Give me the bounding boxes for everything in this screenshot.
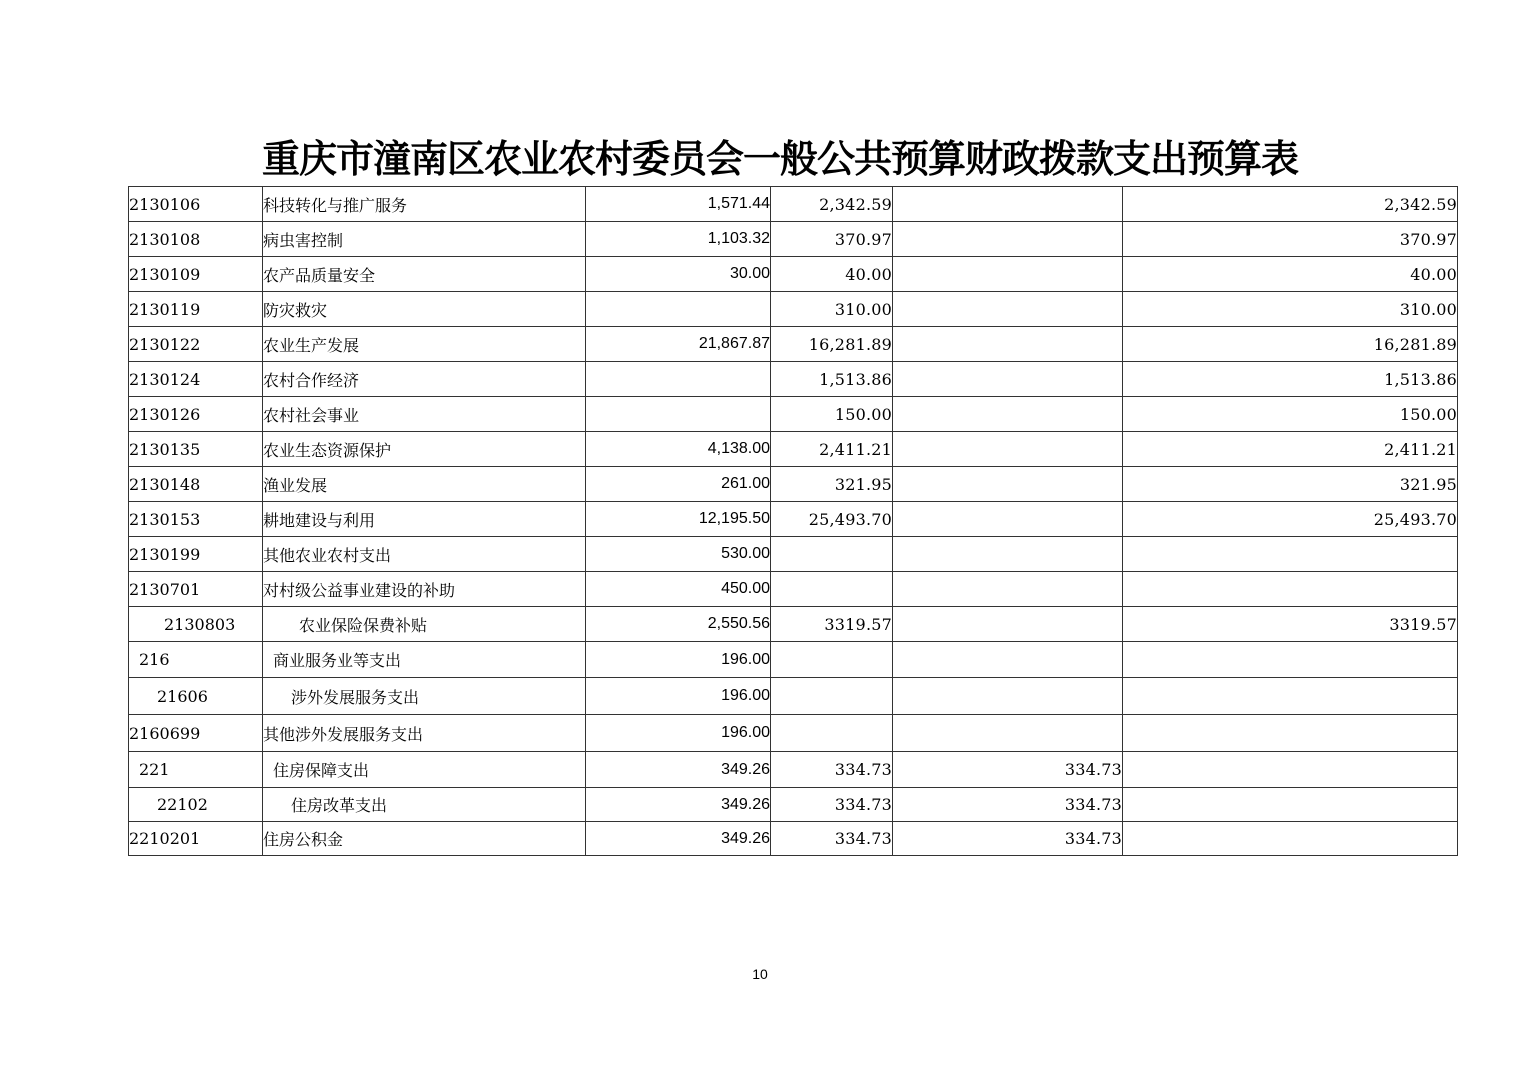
subject-name-cell: 病虫害控制 [263,222,586,257]
total-cell: 3319.57 [771,607,893,642]
previous-year-cell: 261.00 [586,467,771,502]
subject-name-cell: 耕地建设与利用 [263,502,586,537]
subject-code-cell: 2130126 [129,397,263,432]
subject-code-cell: 2130124 [129,362,263,397]
project-expenditure-cell: 150.00 [1123,397,1458,432]
total-cell: 334.73 [771,752,893,788]
basic-expenditure-cell: 334.73 [893,752,1123,788]
page-number: 10 [752,966,768,982]
basic-expenditure-cell [893,502,1123,537]
project-expenditure-cell: 370.97 [1123,222,1458,257]
project-expenditure-cell [1123,572,1458,607]
budget-table-body [129,187,1458,856]
project-expenditure-cell: 2,342.59 [1123,187,1458,222]
subject-name-cell: 住房保障支出 [263,752,586,788]
table-row [129,788,1458,822]
project-expenditure-cell [1123,788,1458,822]
total-cell: 25,493.70 [771,502,893,537]
subject-code-cell: 2130199 [129,537,263,572]
basic-expenditure-cell [893,187,1123,222]
subject-code-cell: 2160699 [129,715,263,752]
subject-name-cell: 农村合作经济 [263,362,586,397]
basic-expenditure-cell [893,715,1123,752]
basic-expenditure-cell [893,678,1123,715]
total-cell [771,715,893,752]
previous-year-cell: 349.26 [586,788,771,822]
table-row [129,572,1458,607]
total-cell: 334.73 [771,788,893,822]
subject-name-cell: 渔业发展 [263,467,586,502]
subject-code-cell: 221 [129,752,263,788]
table-row [129,822,1458,856]
project-expenditure-cell [1123,715,1458,752]
subject-name-cell: 农业保险保费补贴 [263,607,586,642]
subject-code-cell: 216 [129,642,263,678]
basic-expenditure-cell [893,642,1123,678]
total-cell: 334.73 [771,822,893,856]
basic-expenditure-cell [893,292,1123,327]
project-expenditure-cell: 321.95 [1123,467,1458,502]
subject-name-cell: 住房改革支出 [263,788,586,822]
subject-name-cell: 对村级公益事业建设的补助 [263,572,586,607]
basic-expenditure-cell [893,257,1123,292]
table-row [129,187,1458,222]
table-row [129,327,1458,362]
subject-code-cell: 2130108 [129,222,263,257]
basic-expenditure-cell [893,467,1123,502]
page-title: 重庆市潼南区农业农村委员会一般公共预算财政拨款支出预算表 [261,136,1298,181]
subject-code-cell: 2130119 [129,292,263,327]
previous-year-cell: 450.00 [586,572,771,607]
project-expenditure-cell: 1,513.86 [1123,362,1458,397]
total-cell [771,572,893,607]
subject-code-cell: 2210201 [129,822,263,856]
subject-code-cell: 2130148 [129,467,263,502]
previous-year-cell: 196.00 [586,715,771,752]
subject-code-cell: 2130701 [129,572,263,607]
project-expenditure-cell [1123,642,1458,678]
basic-expenditure-cell [893,607,1123,642]
table-row [129,607,1458,642]
subject-name-cell: 住房公积金 [263,822,586,856]
table-row [129,752,1458,788]
previous-year-cell: 196.00 [586,642,771,678]
project-expenditure-cell [1123,537,1458,572]
basic-expenditure-cell [893,432,1123,467]
total-cell [771,678,893,715]
total-cell: 1,513.86 [771,362,893,397]
table-row [129,257,1458,292]
table-row [129,467,1458,502]
subject-name-cell: 农村社会事业 [263,397,586,432]
subject-code-cell: 2130803 [129,607,263,642]
previous-year-cell: 1,103.32 [586,222,771,257]
table-row [129,642,1458,678]
total-cell: 150.00 [771,397,893,432]
subject-name-cell: 商业服务业等支出 [263,642,586,678]
table-row [129,222,1458,257]
total-cell: 2,411.21 [771,432,893,467]
table-row [129,678,1458,715]
subject-code-cell: 21606 [129,678,263,715]
basic-expenditure-cell [893,362,1123,397]
previous-year-cell: 349.26 [586,822,771,856]
total-cell [771,537,893,572]
subject-code-cell: 2130153 [129,502,263,537]
project-expenditure-cell: 310.00 [1123,292,1458,327]
project-expenditure-cell [1123,678,1458,715]
previous-year-cell: 21,867.87 [586,327,771,362]
project-expenditure-cell: 2,411.21 [1123,432,1458,467]
previous-year-cell [586,362,771,397]
table-row [129,715,1458,752]
table-row [129,502,1458,537]
subject-name-cell: 其他涉外发展服务支出 [263,715,586,752]
previous-year-cell: 12,195.50 [586,502,771,537]
total-cell: 321.95 [771,467,893,502]
total-cell [771,642,893,678]
previous-year-cell [586,397,771,432]
subject-name-cell: 农业生产发展 [263,327,586,362]
table-row [129,397,1458,432]
project-expenditure-cell: 3319.57 [1123,607,1458,642]
table-row [129,537,1458,572]
previous-year-cell: 4,138.00 [586,432,771,467]
previous-year-cell: 30.00 [586,257,771,292]
total-cell: 310.00 [771,292,893,327]
total-cell: 40.00 [771,257,893,292]
table-row [129,432,1458,467]
project-expenditure-cell: 25,493.70 [1123,502,1458,537]
previous-year-cell [586,292,771,327]
total-cell: 370.97 [771,222,893,257]
basic-expenditure-cell: 334.73 [893,822,1123,856]
basic-expenditure-cell [893,397,1123,432]
subject-code-cell: 2130109 [129,257,263,292]
subject-name-cell: 防灾救灾 [263,292,586,327]
subject-name-cell: 农业生态资源保护 [263,432,586,467]
previous-year-cell: 196.00 [586,678,771,715]
subject-code-cell: 2130106 [129,187,263,222]
total-cell: 2,342.59 [771,187,893,222]
table-row [129,362,1458,397]
subject-name-cell: 涉外发展服务支出 [263,678,586,715]
budget-table [128,186,1458,856]
subject-code-cell: 2130135 [129,432,263,467]
basic-expenditure-cell [893,327,1123,362]
subject-code-cell: 22102 [129,788,263,822]
table-row [129,292,1458,327]
previous-year-cell: 349.26 [586,752,771,788]
previous-year-cell: 2,550.56 [586,607,771,642]
subject-name-cell: 科技转化与推广服务 [263,187,586,222]
subject-code-cell: 2130122 [129,327,263,362]
basic-expenditure-cell [893,537,1123,572]
project-expenditure-cell: 40.00 [1123,257,1458,292]
subject-name-cell: 农产品质量安全 [263,257,586,292]
project-expenditure-cell [1123,822,1458,856]
previous-year-cell: 530.00 [586,537,771,572]
basic-expenditure-cell: 334.73 [893,788,1123,822]
project-expenditure-cell: 16,281.89 [1123,327,1458,362]
basic-expenditure-cell [893,222,1123,257]
basic-expenditure-cell [893,572,1123,607]
total-cell: 16,281.89 [771,327,893,362]
subject-name-cell: 其他农业农村支出 [263,537,586,572]
previous-year-cell: 1,571.44 [586,187,771,222]
project-expenditure-cell [1123,752,1458,788]
